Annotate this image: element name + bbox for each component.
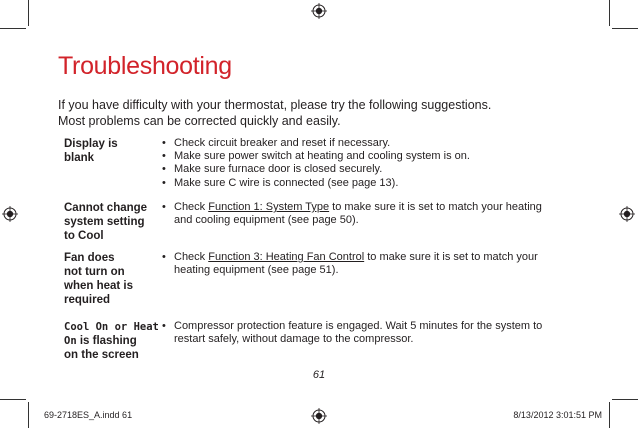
solution-item: • Make sure power switch at heating and cooling system is on.	[162, 150, 572, 163]
solution-item: • Check Function 1: System Type to make sure it is set to match your heating and cooling equipment (see page 50).	[162, 201, 572, 227]
crop-mark	[28, 0, 29, 26]
crop-mark	[612, 399, 638, 400]
solution-item: • Check circuit breaker and reset if necessary.	[162, 137, 572, 150]
timestamp-slug: 8/13/2012 3:01:51 PM	[513, 410, 602, 420]
problem-title: Cool On or Heat On is flashing on the screen	[64, 321, 159, 361]
function-link[interactable]: Function 1: System Type	[208, 201, 330, 213]
page-number: 61	[312, 369, 326, 381]
solution-item: • Compressor protection feature is engaged. Wait 5 minutes for the system to restart safely, without damage to the compressor.	[162, 320, 572, 346]
crop-mark	[609, 0, 610, 26]
page-title: Troubleshooting	[58, 52, 232, 80]
crop-mark	[612, 28, 638, 29]
problem-title: Fan does not turn on when heat is required	[64, 252, 134, 306]
solution-item: • Make sure furnace door is closed securely.	[162, 163, 572, 176]
intro-line: If you have difficulty with your thermostat, please try the following suggestions.	[58, 98, 492, 112]
registration-mark-icon	[311, 408, 327, 424]
problem-title: Cannot change system setting to Cool	[64, 202, 148, 242]
intro-paragraph	[58, 97, 491, 129]
solution-item: • Check Function 3: Heating Fan Control to make sure it is set to match your heating equipment (see page 51).	[162, 251, 572, 277]
registration-mark-icon	[619, 206, 635, 222]
crop-mark	[0, 399, 26, 400]
solution-item: • Make sure C wire is connected (see page 13).	[162, 177, 572, 190]
intro-line: Most problems can be corrected quickly and easily.	[58, 114, 341, 128]
crop-mark	[28, 402, 29, 428]
file-slug: 69-2718ES_A.indd 61	[44, 410, 133, 420]
function-link[interactable]: Function 3: Heating Fan Control	[208, 251, 365, 263]
registration-mark-icon	[311, 3, 327, 19]
registration-mark-icon	[2, 206, 18, 222]
solution-list	[162, 320, 572, 346]
problem-title: Display is blank	[64, 138, 118, 164]
solution-list	[162, 251, 572, 277]
crop-mark	[609, 402, 610, 428]
solution-list	[162, 137, 572, 190]
solution-list	[162, 201, 572, 227]
crop-mark	[0, 28, 26, 29]
